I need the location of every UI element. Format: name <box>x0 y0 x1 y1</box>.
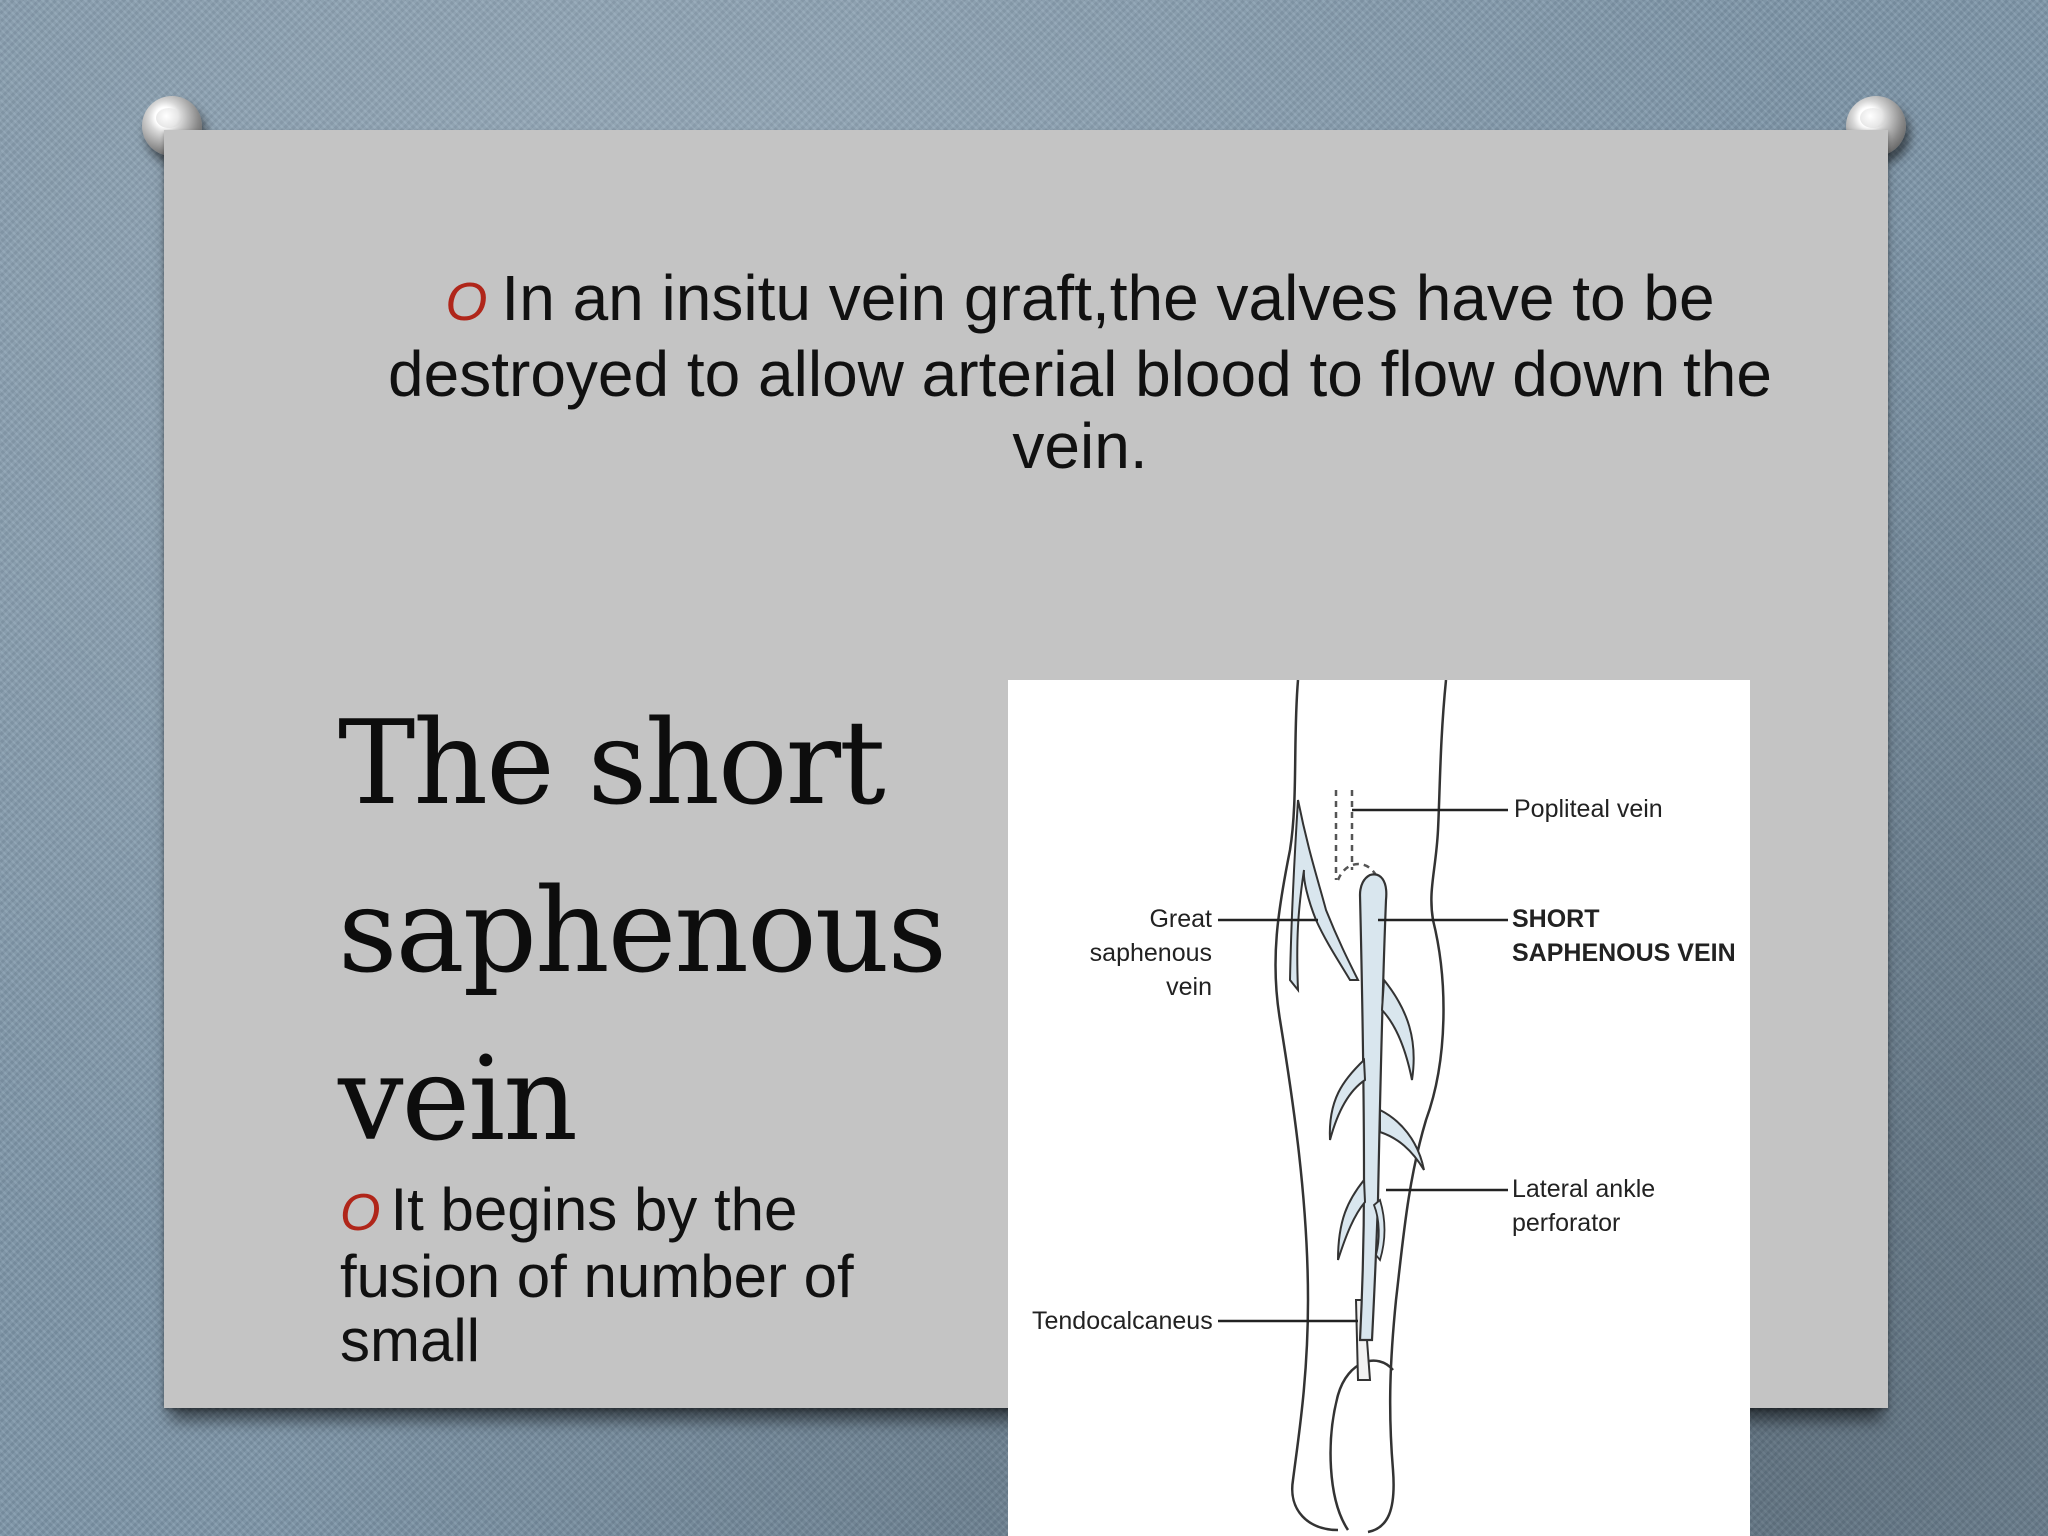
label-tendocalcaneus: Tendocalcaneus <box>1032 1307 1213 1335</box>
leg-outline-left <box>1275 680 1338 1530</box>
body-bullet <box>340 1178 940 1373</box>
label-lateral-ankle-line2: perforator <box>1512 1209 1621 1237</box>
label-lateral-ankle <box>1512 1172 1655 1240</box>
top-bullet <box>380 262 1780 482</box>
tributary-left-low <box>1338 1180 1365 1260</box>
tributary-left-mid <box>1330 1060 1365 1140</box>
bullet-marker: O <box>340 1184 381 1242</box>
short-saphenous-vein <box>1360 874 1386 1340</box>
tributary-right-mid <box>1380 1110 1424 1170</box>
label-short-saphenous-line1: SHORT <box>1512 905 1600 933</box>
bullet-marker: O <box>445 272 488 332</box>
label-great-saphenous <box>1022 902 1212 1004</box>
great-saphenous-vein <box>1290 800 1358 990</box>
tributary-right-upper <box>1382 980 1414 1080</box>
label-lateral-ankle-line1: Lateral ankle <box>1512 1175 1656 1203</box>
popliteal-vein-dashed <box>1336 790 1352 880</box>
heel-outline <box>1331 1361 1393 1530</box>
label-popliteal-vein: Popliteal vein <box>1514 795 1663 823</box>
slide-title: The short saphenous vein <box>338 696 946 1167</box>
label-great-saphenous-line2: vein <box>1166 973 1212 1001</box>
body-bullet-text: It begins by the fusion of number of small <box>340 1176 854 1374</box>
label-great-saphenous-line1: Great saphenous <box>1089 905 1212 967</box>
label-short-saphenous <box>1512 902 1736 970</box>
leg-vein-illustration <box>1008 680 1750 1536</box>
label-short-saphenous-line2: SAPHENOUS VEIN <box>1512 939 1736 967</box>
top-bullet-text: In an insitu vein graft,the valves have to be destroyed to allow arterial blood to flow down the vein. <box>388 262 1772 482</box>
